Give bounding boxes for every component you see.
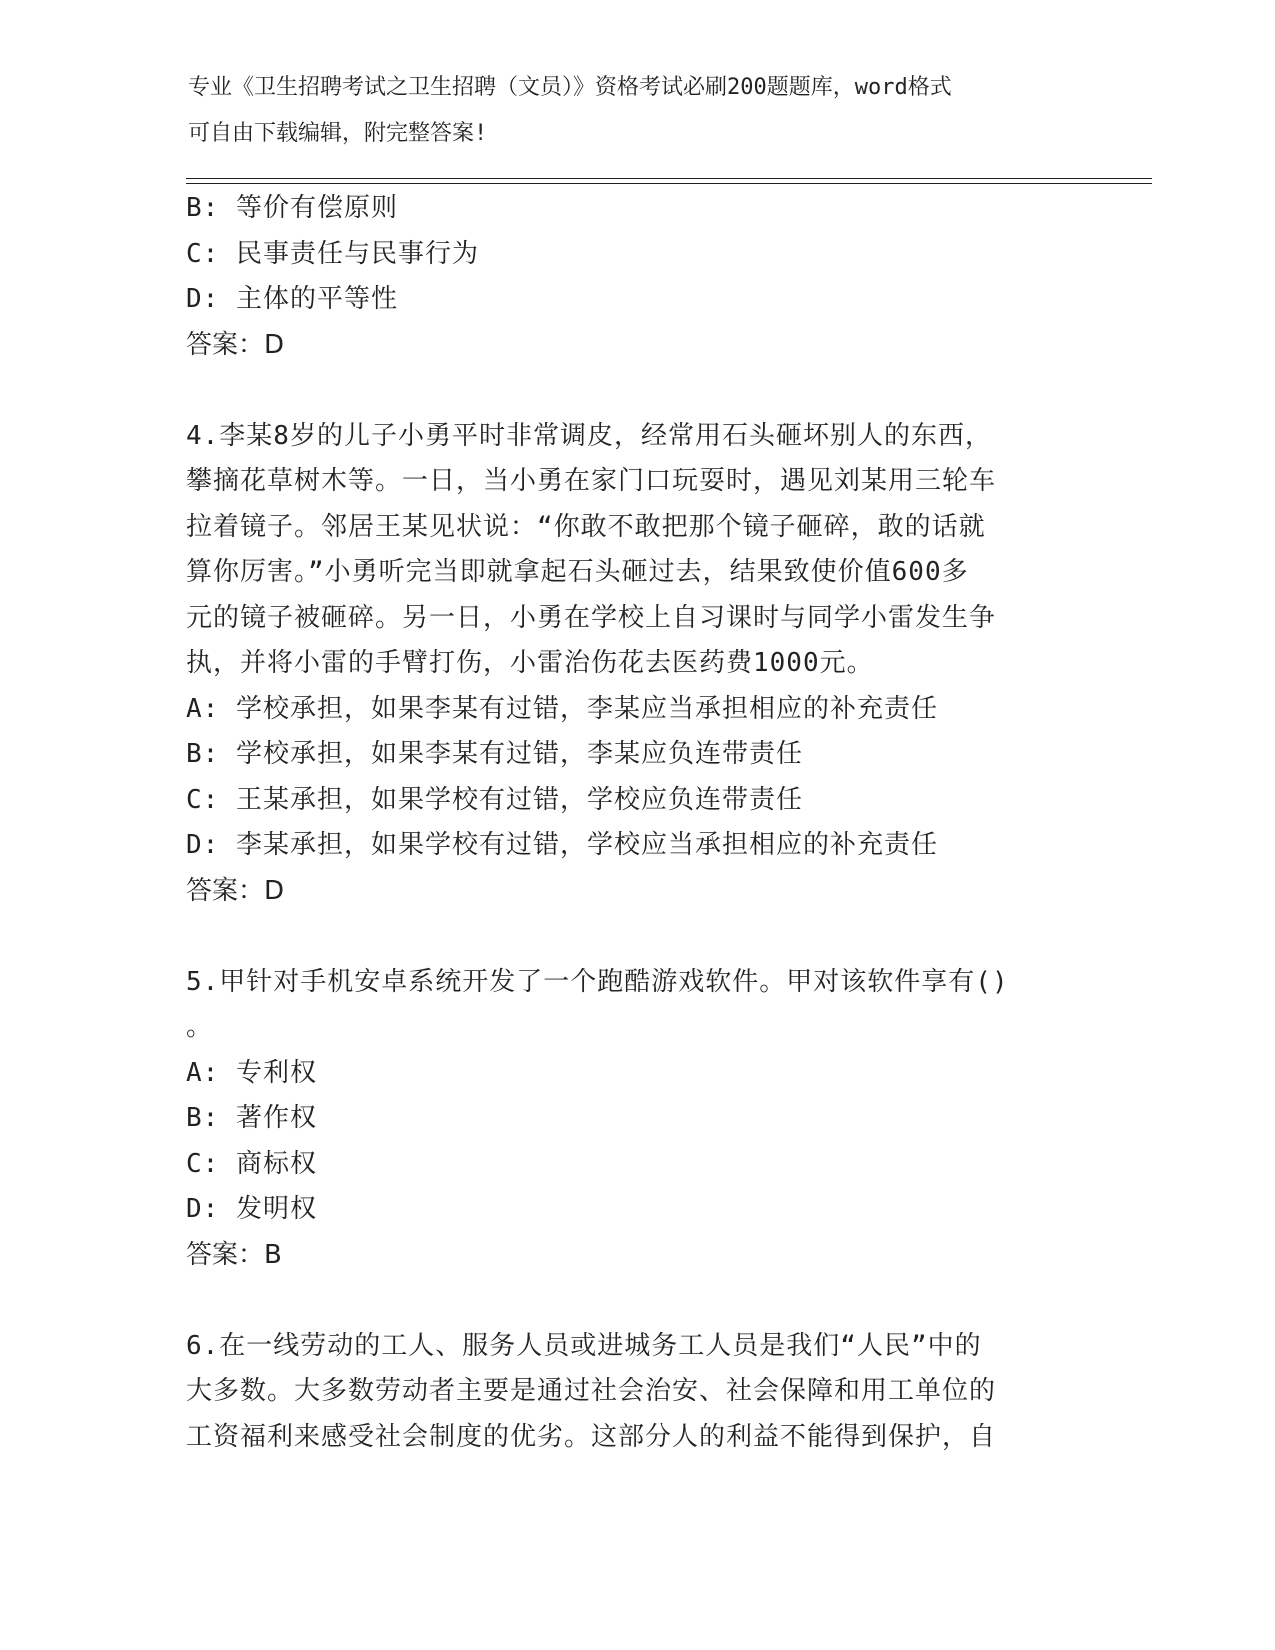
question-5 <box>186 960 1066 1279</box>
document-body <box>186 186 1066 1460</box>
answer: 答案：B <box>186 1239 282 1270</box>
page-header <box>188 72 1068 163</box>
question-4 <box>186 414 1066 915</box>
option-b: B: 学校承担，如果李某有过错，李某应负连带责任 <box>186 739 803 769</box>
spacer <box>186 368 1066 414</box>
option-b: B: 著作权 <box>186 1103 317 1133</box>
question-text-line: 元的镜子被砸碎。另一日，小勇在学校上自习课时与同学小雷发生争 <box>186 602 997 633</box>
question-text-line: 攀摘花草树木等。一日，当小勇在家门口玩耍时，遇见刘某用三轮车 <box>186 466 997 496</box>
header-divider <box>186 178 1152 179</box>
question-3-tail <box>186 186 1066 368</box>
question-text-line: 大多数。大多数劳动者主要是通过社会治安、社会保障和用工单位的 <box>186 1376 997 1406</box>
answer: 答案：D <box>186 875 285 906</box>
header-line: 可自由下载编辑，附完整答案! <box>188 120 488 146</box>
option-c: C: 民事责任与民事行为 <box>186 238 479 269</box>
question-text-line: 4.李某8岁的儿子小勇平时非常调皮，经常用石头砸坏别人的东西， <box>186 420 992 451</box>
question-text-line: 6.在一线劳动的工人、服务人员或进城务工人员是我们“人民”中的 <box>186 1330 982 1361</box>
option-c: C: 王某承担，如果学校有过错，学校应负连带责任 <box>186 784 803 815</box>
header-divider <box>186 183 1152 184</box>
option-a: A: 学校承担，如果李某有过错，李某应当承担相应的补充责任 <box>186 693 938 724</box>
option-d: D: 主体的平等性 <box>186 284 398 314</box>
question-text-line: 5.甲针对手机安卓系统开发了一个跑酷游戏软件。甲对该软件享有() <box>186 966 1009 997</box>
question-text-line: 拉着镜子。邻居王某见状说：“你敢不敢把那个镜子砸碎，敢的话就 <box>186 511 986 542</box>
spacer <box>186 914 1066 960</box>
answer: 答案：D <box>186 329 285 360</box>
spacer <box>186 1278 1066 1324</box>
option-d: D: 发明权 <box>186 1194 317 1224</box>
question-text-line: 算你厉害。”小勇听完当即就拿起石头砸过去，结果致使价值600多 <box>186 557 969 587</box>
option-b: B: 等价有偿原则 <box>186 193 398 223</box>
option-d: D: 李某承担，如果学校有过错，学校应当承担相应的补充责任 <box>186 830 938 860</box>
question-text-line: 工资福利来感受社会制度的优劣。这部分人的利益不能得到保护，自 <box>186 1421 997 1452</box>
option-c: C: 商标权 <box>186 1148 317 1179</box>
header-line: 专业《卫生招聘考试之卫生招聘（文员）》资格考试必刷200题题库，word格式 <box>188 75 952 100</box>
question-text-line: 执，并将小雷的手臂打伤，小雷治伤花去医药费1000元。 <box>186 648 874 678</box>
option-a: A: 专利权 <box>186 1057 317 1088</box>
question-text-line: 。 <box>186 1012 214 1042</box>
question-6 <box>186 1324 1066 1461</box>
